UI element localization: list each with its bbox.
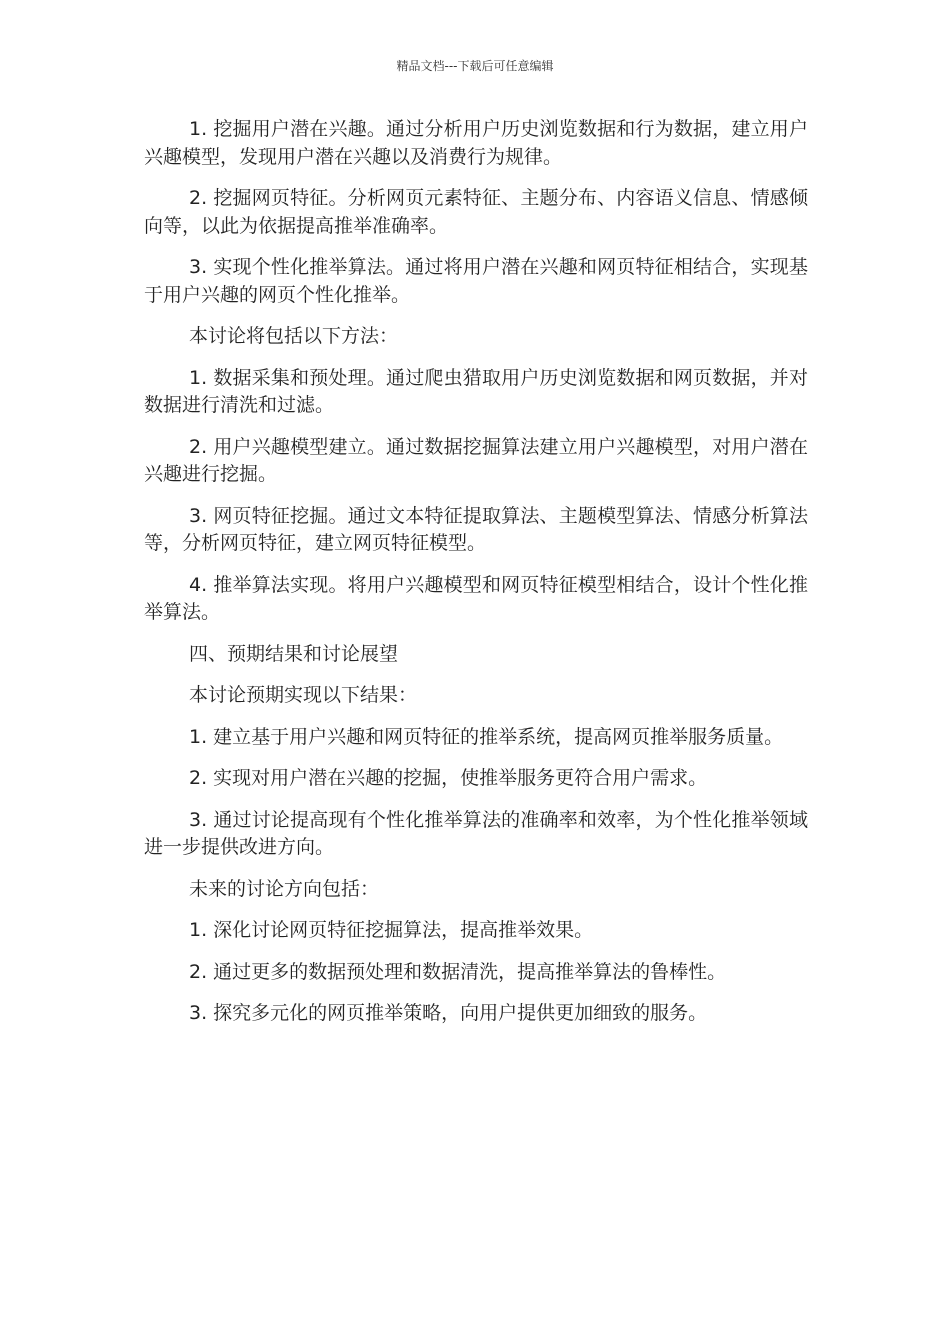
paragraph-goal-1: 1. 挖掘用户潜在兴趣。通过分析用户历史浏览数据和行为数据，建立用户兴趣模型，发现用户潜在兴趣以及消费行为规律。 (144, 118, 808, 168)
paragraph-method-4: 4. 推举算法实现。将用户兴趣模型和网页特征模型相结合，设计个性化推举算法。 (144, 573, 808, 623)
paragraph-result-3: 3. 通过讨论提高现有个性化推举算法的准确率和效率，为个性化推举领域进一步提供改进方向。 (144, 808, 808, 858)
paragraph-method-2: 2. 用户兴趣模型建立。通过数据挖掘算法建立用户兴趣模型，对用户潜在兴趣进行挖掘。 (144, 435, 808, 485)
paragraph-results-intro: 本讨论预期实现以下结果： (189, 684, 418, 706)
paragraph-method-1: 1. 数据采集和预处理。通过爬虫猎取用户历史浏览数据和网页数据，并对数据进行清洗和过滤。 (144, 366, 808, 416)
paragraph-future-intro: 未来的讨论方向包括： (189, 877, 380, 900)
paragraph-goal-2: 2. 挖掘网页特征。分析网页元素特征、主题分布、内容语义信息、情感倾向等，以此为依据提高推举准确率。 (144, 187, 808, 237)
paragraph-result-2: 2. 实现对用户潜在兴趣的挖掘，使推举服务更符合用户需求。 (189, 767, 708, 789)
paragraph-methods-intro: 本讨论将包括以下方法： (189, 325, 399, 347)
paragraph-future-2: 2. 通过更多的数据预处理和数据清洗，提高推举算法的鲁棒性。 (189, 960, 727, 983)
paragraph-goal-3: 3. 实现个性化推举算法。通过将用户潜在兴趣和网页特征相结合，实现基于用户兴趣的网页个性化推举。 (144, 256, 808, 306)
paragraph-result-1: 1. 建立基于用户兴趣和网页特征的推举系统，提高网页推举服务质量。 (189, 725, 784, 748)
paragraph-method-3: 3. 网页特征挖掘。通过文本特征提取算法、主题模型算法、情感分析算法等，分析网页特征，建立网页特征模型。 (144, 504, 808, 554)
section-heading-expected-results: 四、预期结果和讨论展望 (189, 642, 399, 665)
paragraph-future-1: 1. 深化讨论网页特征挖掘算法，提高推举效果。 (189, 919, 594, 941)
document-body (144, 116, 808, 1042)
page-header: 精品文档---下载后可任意编辑 (396, 59, 554, 73)
paragraph-future-3: 3. 探究多元化的网页推举策略，向用户提供更加细致的服务。 (189, 1002, 708, 1024)
